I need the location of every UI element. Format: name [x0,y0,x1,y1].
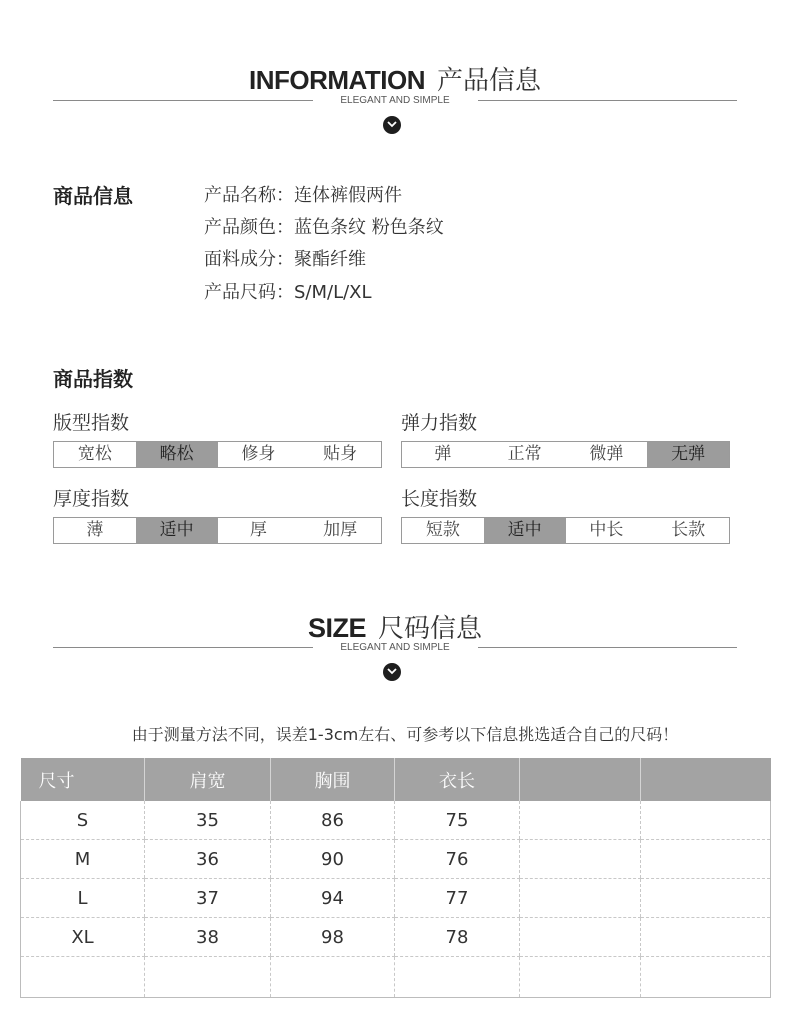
fit-index-title: 版型指数 [53,412,130,434]
fit-option: 略松 [136,442,218,467]
thickness-option: 加厚 [323,520,358,540]
table-row [21,840,771,879]
info-line-size: 产品尺码：S/M/L/XL [204,282,372,303]
table-cell [520,879,641,918]
info-title-cn: 产品信息 [436,66,541,96]
size-title-cn: 尺码信息 [378,614,483,644]
table-cell [395,957,520,998]
info-line-color: 产品颜色：蓝色条纹 粉色条纹 [204,217,444,238]
table-cell: 75 [395,801,520,840]
length-index-scale [401,517,730,544]
info-line-fabric: 面料成分：聚酯纤维 [204,249,366,270]
table-header-cell: 衣长 [395,758,520,801]
table-cell [641,957,771,998]
elasticity-option: 弹 [434,444,452,464]
table-cell [520,801,641,840]
elasticity-index-title: 弹力指数 [401,412,478,434]
table-cell: 35 [145,801,271,840]
table-cell: XL [21,918,145,957]
length-option: 中长 [589,520,624,540]
table-cell: 76 [395,840,520,879]
length-option: 适中 [484,518,566,543]
table-row [21,918,771,957]
table-cell: S [21,801,145,840]
table-cell: 78 [395,918,520,957]
thickness-option: 适中 [136,518,218,543]
table-cell [520,918,641,957]
table-header-row [21,758,771,801]
table-cell [641,801,771,840]
info-subtitle: ELEGANT AND SIMPLE [340,95,450,106]
table-cell: 90 [271,840,395,879]
table-cell [21,957,145,998]
table-row [21,801,771,840]
table-cell [520,840,641,879]
elasticity-index-scale [401,441,730,468]
info-line-name: 产品名称：连体裤假两件 [204,185,402,206]
chevron-down-icon [383,116,401,134]
product-info-label: 商品信息 [53,184,133,208]
chevron-down-icon [383,663,401,681]
table-row [21,879,771,918]
table-cell: 86 [271,801,395,840]
thickness-option: 薄 [86,520,104,540]
thickness-option: 厚 [249,520,267,540]
elasticity-option: 正常 [507,444,542,464]
elasticity-option: 无弹 [647,442,729,467]
table-header-cell: 胸围 [271,758,395,801]
table-cell [641,840,771,879]
size-table [20,758,771,998]
fit-option: 修身 [241,444,276,464]
fit-option: 贴身 [323,444,358,464]
fit-index-scale [53,441,382,468]
table-header-cell [641,758,771,801]
length-option: 短款 [425,520,460,540]
product-index-label: 商品指数 [53,367,133,391]
table-cell: 98 [271,918,395,957]
table-cell: 77 [395,879,520,918]
table-header-cell [520,758,641,801]
table-cell [641,918,771,957]
size-section-title [0,608,790,645]
info-section-title [0,60,790,97]
thickness-index-scale [53,517,382,544]
size-subtitle: ELEGANT AND SIMPLE [340,642,450,653]
info-title-en: INFORMATION [248,65,425,95]
size-note: 由于测量方法不同，误差1-3cm左右、可参考以下信息挑选适合自己的尺码！ [131,725,679,744]
fit-option: 宽松 [77,444,112,464]
thickness-index-title: 厚度指数 [53,488,130,510]
table-cell: M [21,840,145,879]
table-header-cell: 尺寸 [21,758,145,801]
table-cell [145,957,271,998]
table-cell [271,957,395,998]
table-cell: 94 [271,879,395,918]
table-cell [641,879,771,918]
table-cell: 37 [145,879,271,918]
size-title-en: SIZE [307,613,366,643]
table-row [21,957,771,998]
table-cell: L [21,879,145,918]
length-index-title: 长度指数 [401,488,478,510]
table-cell [520,957,641,998]
elasticity-option: 微弹 [589,444,624,464]
table-cell: 38 [145,918,271,957]
table-cell: 36 [145,840,271,879]
table-header-cell: 肩宽 [145,758,271,801]
length-option: 长款 [671,520,706,540]
